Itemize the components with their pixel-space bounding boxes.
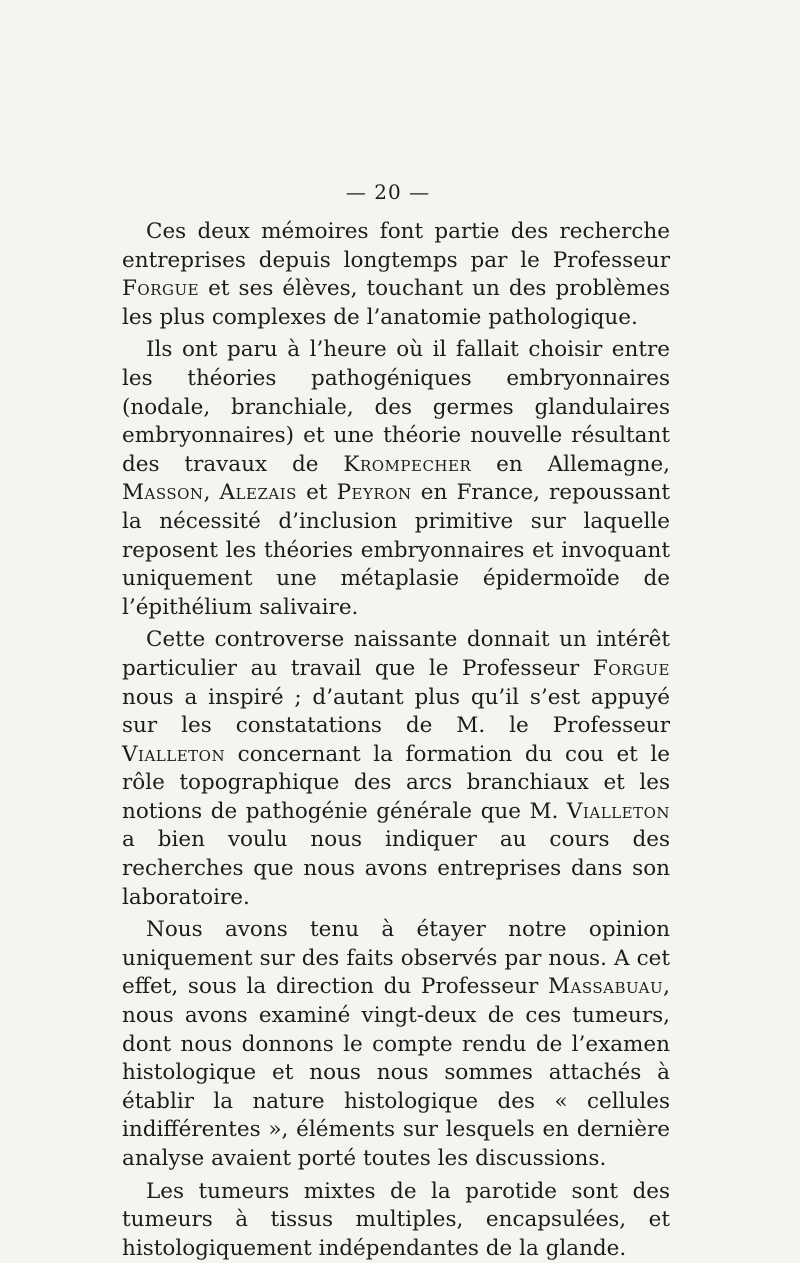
- proper-name: Forgue: [122, 276, 200, 302]
- text-segment: nous a inspiré ; d’autant plus qu’il s’est appuyé sur les constatations de M. le Professeur: [122, 684, 670, 739]
- text-segment: a bien voulu nous indiquer au cours des recherches que nous avons entreprises dans son laboratoire.: [122, 827, 670, 910]
- text-segment: Cette controverse naissante donnait un intérêt particulier au travail que le Professeur: [122, 627, 670, 681]
- text-segment: Les tumeurs mixtes de la parotide sont des tumeurs à tissus multiples, encapsulées, et histologiquement indépendantes de la glande.: [122, 1178, 670, 1261]
- proper-name: Krompecher: [343, 451, 472, 477]
- text-segment: et ses élèves, touchant un des problèmes les plus complexes de l’anatomie pathologique.: [122, 276, 670, 330]
- text-segment: en France, repoussant la nécessité d’inclusion primitive sur laquelle reposent les théories embryonnaires et invoquant uniquement une métaplasie épidermoïde de l’épithélium salivaire.: [122, 480, 670, 620]
- text-segment: en Allemagne,: [471, 451, 670, 477]
- paragraph: [122, 218, 670, 332]
- text-segment: concernant la formation du cou et le rôle topographique des arcs branchiaux et les notions de pathogénie générale que M.: [122, 741, 670, 824]
- proper-name: Vialleton: [122, 741, 226, 767]
- proper-name: Massabuau: [548, 974, 664, 1000]
- text-segment: Ils ont paru à l’heure où il fallait choisir entre les théories pathogéniques embryonnaires (nodale, branchiale, des germes glandulaires embryonnaires) et une théorie nouvelle résultant des travaux de: [122, 337, 670, 477]
- paragraph: [122, 336, 670, 622]
- paragraph: [122, 916, 670, 1173]
- proper-name: Peyron: [336, 480, 412, 506]
- body-text: [122, 218, 670, 1263]
- text-segment: et: [296, 480, 337, 506]
- proper-name: Masson: [122, 480, 204, 506]
- text-segment: , nous avons examiné vingt-deux de ces tumeurs, dont nous donnons le compte rendu de l’examen histologique et nous nous sommes attachés à établir la nature histologique des « cellules indifférentes », éléments sur lesquels en dernière analyse avaient porté toutes les discussions.: [122, 974, 670, 1171]
- paragraph: [122, 626, 670, 912]
- text-segment: Nous avons tenu à étayer notre opinion uniquement sur des faits observés par nous. A cet effet, sous la direction du Professeur: [122, 917, 670, 1000]
- paragraph: [122, 1178, 670, 1263]
- proper-name: Alezais: [219, 480, 297, 506]
- page-number: — 20 —: [345, 180, 431, 204]
- proper-name: Forgue: [592, 655, 670, 681]
- text-segment: Ces deux mémoires font partie des recherche entreprises depuis longtemps par le Professeur: [122, 219, 670, 273]
- proper-name: Vialleton: [566, 798, 670, 824]
- text-segment: ,: [203, 480, 220, 506]
